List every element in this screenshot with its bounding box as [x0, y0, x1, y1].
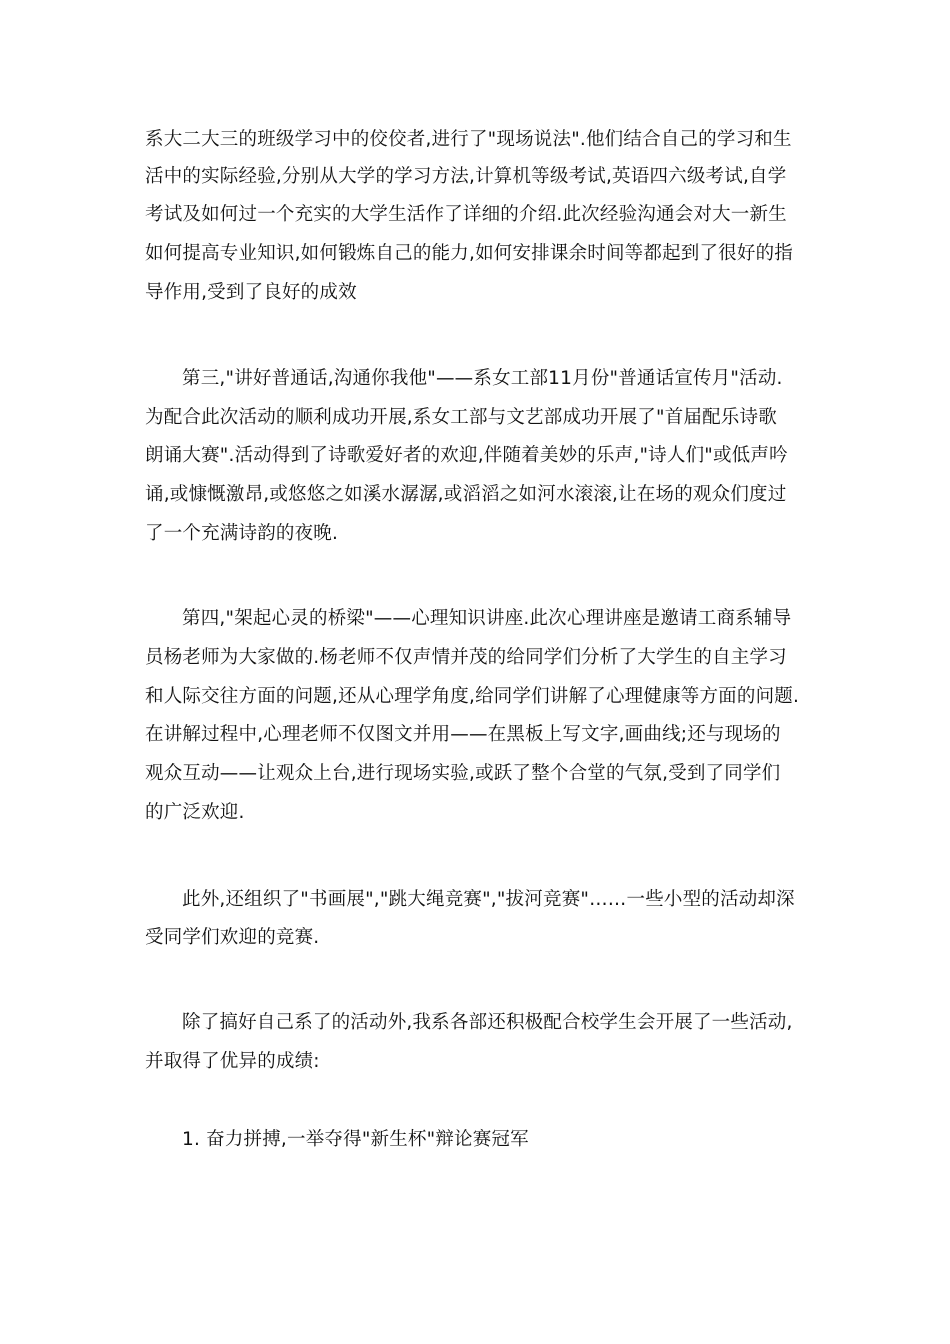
- text-line: 如何提高专业知识,如何锻炼自己的能力,如何安排课余时间等都起到了很好的指: [145, 243, 793, 264]
- text-line: 除了搞好自己系了的活动外,我系各部还积极配合校学生会开展了一些活动,: [182, 1012, 793, 1033]
- text-line: 系大二大三的班级学习中的佼佼者,进行了"现场说法".他们结合自己的学习和生: [145, 129, 792, 150]
- text-line: 第三,"讲好普通话,沟通你我他"——系女工部11月份"普通话宣传月"活动.: [182, 368, 783, 389]
- text-line: 活中的实际经验,分别从大学的学习方法,计算机等级考试,英语四六级考试,自学: [145, 166, 787, 187]
- text-line: 受同学们欢迎的竞赛.: [145, 927, 320, 948]
- text-line: 观众互动——让观众上台,进行现场实验,或跃了整个合堂的气氛,受到了同学们: [145, 763, 781, 784]
- text-line: 诵,或慷慨激昂,或悠悠之如溪水潺潺,或滔滔之如河水滚滚,让在场的观众们度过: [145, 484, 787, 505]
- text-line: 的广泛欢迎.: [145, 802, 245, 823]
- text-line: 此外,还组织了"书画展","跳大绳竞赛","拔河竞赛"……一些小型的活动却深: [182, 889, 795, 910]
- text-line: 在讲解过程中,心理老师不仅图文并用——在黑板上写文字,画曲线;还与现场的: [145, 724, 781, 745]
- text-line: 和人际交往方面的问题,还从心理学角度,给同学们讲解了心理健康等方面的问题.: [145, 686, 800, 707]
- text-line: 1. 奋力拼搏,一举夺得"新生杯"辩论赛冠军: [182, 1129, 529, 1150]
- text-line: 为配合此次活动的顺利成功开展,系女工部与文艺部成功开展了"首届配乐诗歌: [145, 407, 777, 428]
- text-line: 员杨老师为大家做的.杨老师不仅声情并茂的给同学们分析了大学生的自主学习: [145, 647, 787, 668]
- text-line: 并取得了优异的成绩:: [145, 1051, 320, 1072]
- text-line: 导作用,受到了良好的成效: [145, 282, 357, 303]
- text-line: 朗诵大赛".活动得到了诗歌爱好者的欢迎,伴随着美妙的乐声,"诗人们"或低声吟: [145, 445, 788, 466]
- text-line: 了一个充满诗韵的夜晚.: [145, 523, 339, 544]
- text-line: 考试及如何过一个充实的大学生活作了详细的介绍.此次经验沟通会对大一新生: [145, 204, 787, 225]
- text-line: 第四,"架起心灵的桥梁"——心理知识讲座.此次心理讲座是邀请工商系辅导: [182, 608, 792, 629]
